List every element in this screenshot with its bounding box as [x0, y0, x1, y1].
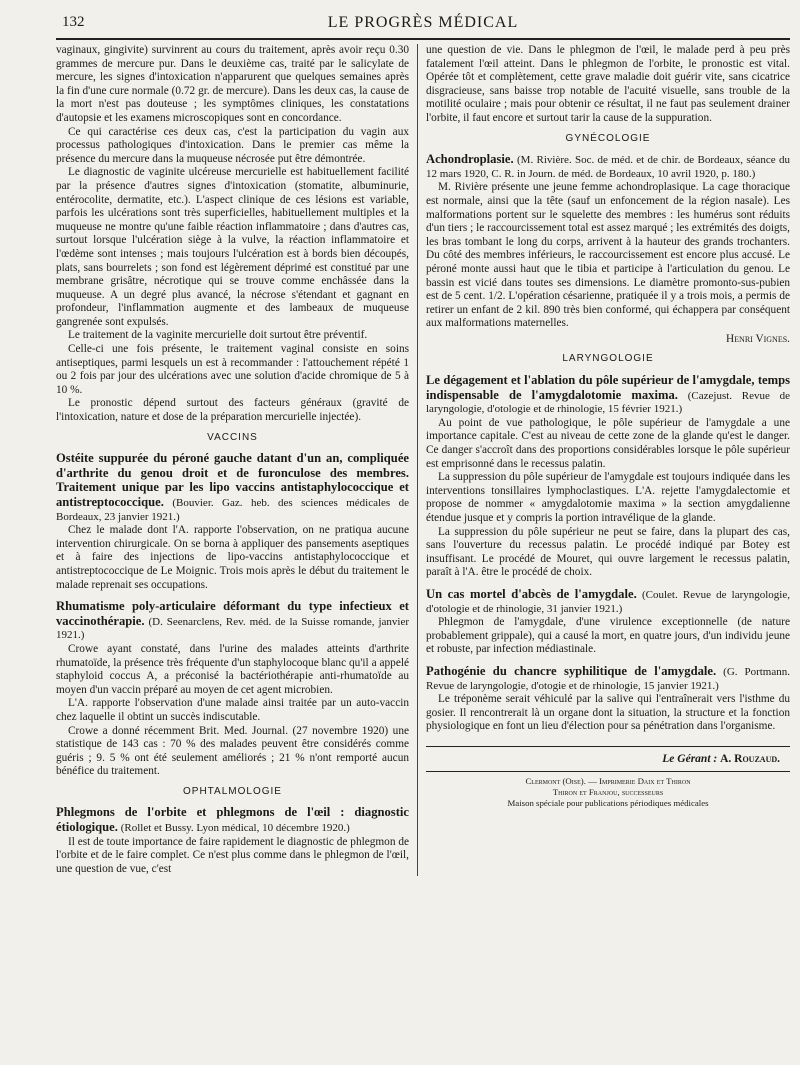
- article-title: Phlegmons de l'orbite et phlegmons de l'œil : diagnostic étiologique.: [56, 805, 409, 835]
- article-title: Pathogénie du chancre syphilitique de l'amygdale.: [426, 663, 717, 678]
- section-heading-ophtalmologie: OPHTALMOLOGIE: [183, 785, 282, 797]
- paragraph: M. Rivière présente une jeune femme achondroplasique. La cage thoracique est normale, ainsi que la tête (sauf un enfoncement de la région nasale). Les malformations portent sur le squelette des membres : les humérus sont réduits d'un tiers ; le raccourcissement total est assez marqué ; les extrémités des doigts, les bras tombant le long du corps, arrivent à la hauteur des grands trochanters. Du côté des membres inférieurs, le raccourcissement est encore plus accusé. Le péroné monte aussi haut que le tibia et participe à l'articulation du genou. Le bassin est vicié dans toutes ses dimensions. Le diamètre promonto-sus-pubien est de 5 cent. 1/2. L'opération césarienne, pratiquée il y a trois mois, a permis de retirer un enfant de 2 kil. 890 très bien conformé, qui échappera par conséquent aux malformations maternelles.: [426, 181, 790, 330]
- right-column: [418, 44, 790, 876]
- article-title: Ostéite suppurée du péroné gauche datant d'un an, compliquée d'arthrite du genou droit et de furonculose des membres. Traitement unique par les lipo vaccins antistaphylococcique et antistreptococcique.: [56, 451, 409, 509]
- paragraph: Crowe a donné récemment Brit. Med. Journal. (27 novembre 1920) une statistique de 143 cas : 70 % des malades peuvent être considérés comme guéris ; 9. 5 % ont été seulement améliorés ; 21 % n'ont remporté aucun bénéfice du traitement.: [56, 724, 409, 778]
- article-chancre: [426, 665, 790, 693]
- article-reference: (D. Seenarclens, Rev. méd. de la Suisse romande, janvier 1921.): [56, 615, 409, 642]
- article-title: Rhumatisme poly-articulaire déformant du type infectieux et vaccinothérapie.: [56, 599, 409, 628]
- divider: [426, 746, 790, 747]
- article-reference: (Cazejust. Revue de laryngologie, d'otologie et de rhinologie, 15 février 1921.): [426, 389, 791, 416]
- author-signature: Henri Vignes.: [726, 332, 790, 345]
- gerant-label: Le Gérant :: [662, 752, 718, 765]
- printer-line: Thiron et Franjou, successeurs: [552, 786, 664, 797]
- paragraph: Le tréponème serait véhiculé par la salive qui l'entraînerait vers l'isthme du gosier. Il rencontrerait là un organe dont la situation, la structure et la fonction physiologique en font un lieu d'élection pour sa pénétration dans l'organisme.: [426, 693, 790, 733]
- paragraph: La suppression du pôle supérieur ne peut se faire, dans la plupart des cas, sans l'ouverture du recessus palatin. Le procédé indiqué par Botey est insuffisant. Le procédé de Mouret, qui ouvre largement le recessus palatin, paraît à l'A. être le procédé de choix.: [426, 525, 790, 579]
- paragraph: Celle-ci une fois présente, le traitement vaginal consiste en soins antiseptiques, parmi lesquels un est à recommander : l'attouchement répété 1 ou 2 fois par jour des ulcérations avec une solution d'acide chromique de 5 à 10 %.: [56, 343, 409, 396]
- article-reference: (Bouvier. Gaz. heb. des sciences médicales de Bordeaux, 23 janvier 1921.): [56, 497, 409, 523]
- paragraph: Le traitement de la vaginite mercurielle doit surtout être préventif.: [68, 329, 368, 342]
- article-rhumatisme: [56, 600, 409, 643]
- article-phlegmons: [56, 806, 409, 835]
- printer-line: Clermont (Oise). — Imprimerie Daix et Thiron: [525, 775, 691, 786]
- paragraph: La suppression du pôle supérieur de l'amygdale est toujours indiquée dans les interventions tonsillaires lymphoclastiques. L'A. rejette l'amygdalectomie et propose de nommer « amygdalotomie maxima » la section amygdalienne étendue jusque et y compris la portion intravélique de la glande.: [426, 471, 790, 524]
- paragraph: Crowe ayant constaté, dans l'urine des malades atteints d'arthrite rhumatoïde, la présence très fréquente d'un staphylocoque blanc qu'il a appelé staphyloid coccus A, a préconisé la bactériothérapie anti-rhumatoïde au moyen d'un vaccin préparé au moyen de cet agent microbien.: [56, 642, 409, 696]
- running-title: LE PROGRÈS MÉDICAL: [327, 14, 519, 31]
- article-title: Un cas mortel d'abcès de l'amygdale.: [426, 586, 637, 601]
- article-reference: (M. Rivière. Soc. de méd. et de chir. de Bordeaux, séance du 12 mars 1920, C. R. in Journ. de méd. de Bordeaux, 10 avril 1920, p. 180.): [426, 154, 790, 180]
- article-title: Achondroplasie.: [426, 152, 514, 167]
- gerant-line: [426, 753, 780, 767]
- paragraph: Le diagnostic de vaginite ulcéreuse mercurielle est habituellement facilité par la présence d'autres signes d'intoxication (stomatite, albuminurie, entérocolite, dermatite, etc.). L'aspect clinique de ces lésions est variable, parfois les ulcérations sont très superficielles, habituellement multiples et la muqueuse ne montre qu'une faible réaction inflammatoire ; dans d'autres cas, surtout lorsque l'ulcération siège à la vulve, la réaction inflammatoire et l'œdème sont intenses ; mais toujours l'ulcération est à bords bien découpés, plats, sans bourrelets ; son fond est légèrement déprimé est constitué par une membrane grisâtre, nécrotique qui se trouve comme enchâssée dans la muqueuse. A un degré plus avancé, la nécrose s'étendant et gagnant en profondeur, l'inflammation augmente et des lambeaux de muqueuse gangrenée sont expulsés.: [56, 166, 409, 328]
- article-osteite: [56, 452, 409, 524]
- paragraph: Il est de toute importance de faire rapidement le diagnostic de phlegmon de l'orbite et de le faire complet. Ce n'est plus comme dans le phlegmon de l'œil, une question de vue, c'est: [56, 835, 409, 875]
- article-reference: (Rollet et Bussy. Lyon médical, 10 décembre 1920.): [120, 822, 350, 835]
- article-abces: [426, 588, 790, 616]
- paragraph: une question de vie. Dans le phlegmon de l'œil, le malade perd à peu près fatalement l'œil atteint. Dans le phlegmon de l'orbite, le pronostic est vital. Opérée tôt et complètement, cette grave maladie doit guérir vite, sans cicatrice disgracieuse, sans baisse trop notable de l'acuité visuelle, sans trouble de la motilité oculaire ; mais pour obtenir ce résultat, il ne faut pas seulement drainer l'orbite, il faut encore et surtout tarir la cause de la suppuration.: [426, 44, 790, 124]
- article-achondroplasie: [426, 153, 790, 181]
- paragraph: Chez le malade dont l'A. rapporte l'observation, on ne pratiqua aucune intervention chirurgicale. On se borna à appliquer des pansements aseptiques et à faire des injections de lipo-vaccins antistaphylococcique et antistreptococcique de Le Moignic. Trois mois après le début du traitement le malade reprenait ses occupations.: [56, 524, 409, 591]
- paragraph: Au point de vue pathologique, le pôle supérieur de l'amygdale a une importance capitale. C'est au niveau de cette zone de la glande qu'est le danger. Ce danger s'accroît dans des proportions considérables lorsque le pôle supérieur est emprisonné dans le recessus palatin.: [426, 416, 790, 470]
- left-column: [56, 44, 418, 876]
- article-degagement: [426, 374, 790, 417]
- printer-line: Maison spéciale pour publications périodiques médicales: [507, 797, 709, 808]
- paragraph: L'A. rapporte l'observation d'une malade ainsi traitée par un auto-vaccin chez laquelle il obtint un succès indiscutable.: [56, 697, 409, 723]
- article-reference: (Coulet. Revue de laryngologie, d'otologie et de rhinologie, 31 janvier 1921.): [426, 588, 790, 615]
- paragraph: vaginaux, gingivite) survinrent au cours du traitement, après avoir reçu 0.30 grammes de mercure pur. Dans le deuxième cas, traité par le salicylate de mercure, les signes d'intoxication n'apparurent que quelques semaines après la fin d'une cure normale (0.72 gr. de mercure). Dans les deux cas, la cause de la mort n'est pas douteuse ; les symptômes cliniques, les constatations d'autopsie et les examens microscopiques sont en concordance.: [56, 44, 409, 124]
- section-heading-laryngologie: LARYNGOLOGIE: [562, 353, 654, 365]
- paragraph: Phlegmon de l'amygdale, d'une virulence exceptionnelle (de nature probablement grippale), qui a causé la mort, en quatre jours, d'un individu jeune et robuste, par infection médiastinale.: [426, 616, 790, 656]
- paragraph: Le pronostic dépend surtout des facteurs généraux (gravité de l'intoxication, nature et dose de la préparation mercurielle injectée).: [56, 397, 409, 424]
- printer-imprint: [426, 771, 790, 809]
- article-title: Le dégagement et l'ablation du pôle supérieur de l'amygdale, temps indispensable de l'amygdalotomie maxima.: [426, 373, 790, 402]
- page-header: [56, 12, 790, 40]
- paragraph: Ce qui caractérise ces deux cas, c'est la participation du vagin aux processus pathologiques d'intoxication. Dans le premier cas même la présence du mercure dans la muqueuse nécrosée put être démontrée.: [56, 125, 409, 165]
- section-heading-vaccins: VACCINS: [207, 431, 258, 443]
- section-heading-gynecologie: GYNÉCOLOGIE: [565, 132, 651, 144]
- article-reference: (G. Portmann. Revue de laryngologie, d'otogie et de rhinologie, 15 janvier 1921.): [426, 665, 791, 692]
- gerant-name: A. Rouzaud.: [720, 752, 780, 765]
- page-number: 132: [62, 14, 85, 30]
